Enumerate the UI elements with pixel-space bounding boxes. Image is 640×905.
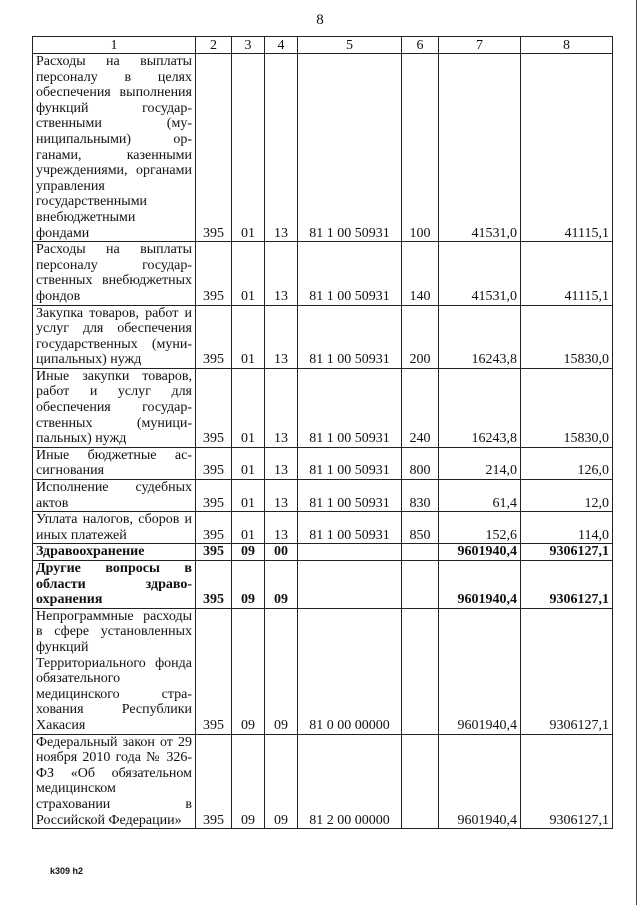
cell-section-code: 09 xyxy=(232,608,265,734)
cell-amount-plan: 16243,8 xyxy=(439,368,521,447)
cell-amount-plan: 16243,8 xyxy=(439,305,521,368)
cell-target-article: 81 2 00 00000 xyxy=(298,734,402,829)
cell-target-article: 81 0 00 00000 xyxy=(298,608,402,734)
cell-section-code: 09 xyxy=(232,544,265,561)
cell-section-code: 01 xyxy=(232,54,265,242)
cell-subsection-code: 00 xyxy=(265,544,298,561)
cell-ministry-code: 395 xyxy=(196,447,232,479)
cell-subsection-code: 13 xyxy=(265,368,298,447)
cell-expense-type: 140 xyxy=(402,242,439,305)
table-row xyxy=(33,305,613,368)
cell-name: Уплата налогов, сборов и иных платежей xyxy=(33,512,196,544)
cell-subsection-code: 13 xyxy=(265,447,298,479)
cell-amount-plan: 41531,0 xyxy=(439,242,521,305)
cell-amount-actual: 114,0 xyxy=(521,512,613,544)
cell-ministry-code: 395 xyxy=(196,54,232,242)
cell-subsection-code: 09 xyxy=(265,734,298,829)
cell-name: Непрограммные расходы в сфере установленных функций Территориального фонда обязательного медицинского страхования Республики Хакасия xyxy=(33,608,196,734)
cell-subsection-code: 09 xyxy=(265,608,298,734)
cell-amount-actual: 41115,1 xyxy=(521,54,613,242)
cell-expense-type: 200 xyxy=(402,305,439,368)
cell-expense-type: 850 xyxy=(402,512,439,544)
cell-section-code: 01 xyxy=(232,512,265,544)
cell-amount-plan: 9601940,4 xyxy=(439,734,521,829)
page-edge-line xyxy=(636,0,637,905)
column-header: 5 xyxy=(298,37,402,54)
cell-target-article xyxy=(298,544,402,561)
table-row xyxy=(33,608,613,734)
cell-expense-type: 100 xyxy=(402,54,439,242)
table-row xyxy=(33,54,613,242)
column-header: 2 xyxy=(196,37,232,54)
cell-target-article: 81 1 00 50931 xyxy=(298,368,402,447)
cell-ministry-code: 395 xyxy=(196,561,232,609)
cell-subsection-code: 13 xyxy=(265,242,298,305)
cell-amount-actual: 126,0 xyxy=(521,447,613,479)
cell-amount-actual: 9306127,1 xyxy=(521,608,613,734)
cell-target-article: 81 1 00 50931 xyxy=(298,242,402,305)
cell-amount-plan: 214,0 xyxy=(439,447,521,479)
cell-amount-plan: 9601940,4 xyxy=(439,608,521,734)
table-row xyxy=(33,480,613,512)
cell-ministry-code: 395 xyxy=(196,305,232,368)
cell-amount-actual: 9306127,1 xyxy=(521,734,613,829)
cell-amount-actual: 9306127,1 xyxy=(521,561,613,609)
column-header: 6 xyxy=(402,37,439,54)
cell-expense-type xyxy=(402,734,439,829)
cell-target-article: 81 1 00 50931 xyxy=(298,480,402,512)
cell-name: Закупка товаров, работ и услуг для обеспечения государственных (муниципальных) нужд xyxy=(33,305,196,368)
cell-target-article: 81 1 00 50931 xyxy=(298,305,402,368)
cell-expense-type xyxy=(402,608,439,734)
cell-ministry-code: 395 xyxy=(196,608,232,734)
cell-name: Другие вопросы в области здравоохранения xyxy=(33,561,196,609)
cell-amount-plan: 9601940,4 xyxy=(439,544,521,561)
cell-ministry-code: 395 xyxy=(196,544,232,561)
cell-ministry-code: 395 xyxy=(196,734,232,829)
cell-subsection-code: 13 xyxy=(265,305,298,368)
column-header: 3 xyxy=(232,37,265,54)
cell-ministry-code: 395 xyxy=(196,512,232,544)
table-row xyxy=(33,734,613,829)
table-header-row xyxy=(33,37,613,54)
cell-amount-actual: 15830,0 xyxy=(521,368,613,447)
cell-subsection-code: 09 xyxy=(265,561,298,609)
cell-amount-actual: 41115,1 xyxy=(521,242,613,305)
footer-code: k309 h2 xyxy=(50,866,84,876)
cell-ministry-code: 395 xyxy=(196,368,232,447)
table-row xyxy=(33,512,613,544)
cell-amount-actual: 12,0 xyxy=(521,480,613,512)
cell-section-code: 01 xyxy=(232,242,265,305)
cell-section-code: 01 xyxy=(232,447,265,479)
cell-amount-actual: 15830,0 xyxy=(521,305,613,368)
cell-name: Иные закупки товаров, работ и услуг для обеспечения государственных (муниципальных) нужд xyxy=(33,368,196,447)
cell-section-code: 09 xyxy=(232,561,265,609)
cell-amount-plan: 61,4 xyxy=(439,480,521,512)
cell-ministry-code: 395 xyxy=(196,480,232,512)
table-row xyxy=(33,242,613,305)
cell-amount-plan: 152,6 xyxy=(439,512,521,544)
cell-target-article: 81 1 00 50931 xyxy=(298,447,402,479)
page-number: 8 xyxy=(316,12,324,28)
cell-target-article xyxy=(298,561,402,609)
cell-subsection-code: 13 xyxy=(265,54,298,242)
cell-section-code: 01 xyxy=(232,305,265,368)
cell-name: Федеральный закон от 29 ноября 2010 года № 326-ФЗ «Об обязательном медицинском страховании в Российской Федерации» xyxy=(33,734,196,829)
cell-expense-type xyxy=(402,561,439,609)
cell-expense-type: 830 xyxy=(402,480,439,512)
table-row xyxy=(33,544,613,561)
cell-ministry-code: 395 xyxy=(196,242,232,305)
cell-amount-plan: 9601940,4 xyxy=(439,561,521,609)
cell-section-code: 09 xyxy=(232,734,265,829)
column-header: 8 xyxy=(521,37,613,54)
cell-amount-plan: 41531,0 xyxy=(439,54,521,242)
column-header: 4 xyxy=(265,37,298,54)
column-header: 1 xyxy=(33,37,196,54)
table-row xyxy=(33,561,613,609)
cell-section-code: 01 xyxy=(232,480,265,512)
cell-name: Расходы на выплаты персоналу государственных внебюджетных фондов xyxy=(33,242,196,305)
cell-name: Расходы на выплаты персоналу в целях обеспечения выполнения функций государственными (муниципальными) органами, казенными учреждениями, органами управления государственными внебюджетными фондами xyxy=(33,54,196,242)
cell-name: Здравоохранение xyxy=(33,544,196,561)
cell-name: Иные бюджетные ассигнования xyxy=(33,447,196,479)
cell-name: Исполнение судебных актов xyxy=(33,480,196,512)
cell-target-article: 81 1 00 50931 xyxy=(298,54,402,242)
table-row xyxy=(33,368,613,447)
table-row xyxy=(33,447,613,479)
budget-table xyxy=(32,36,613,829)
cell-section-code: 01 xyxy=(232,368,265,447)
cell-target-article: 81 1 00 50931 xyxy=(298,512,402,544)
cell-expense-type xyxy=(402,544,439,561)
cell-subsection-code: 13 xyxy=(265,512,298,544)
cell-expense-type: 800 xyxy=(402,447,439,479)
cell-amount-actual: 9306127,1 xyxy=(521,544,613,561)
column-header: 7 xyxy=(439,37,521,54)
cell-expense-type: 240 xyxy=(402,368,439,447)
cell-subsection-code: 13 xyxy=(265,480,298,512)
